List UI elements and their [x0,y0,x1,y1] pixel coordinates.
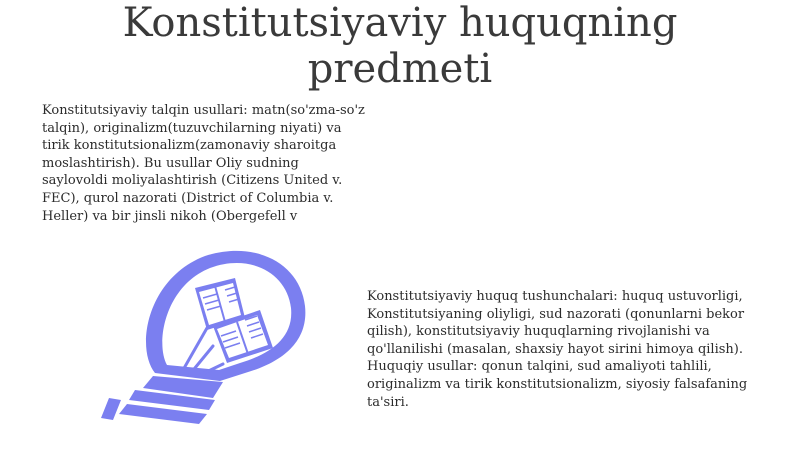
lightbulb-book-icon [95,248,320,428]
slide-title: Konstitutsiyaviy huquqning predmeti [122,0,678,92]
right-text-block: Konstitutsiyaviy huquq tushunchalari: huquq ustuvorligi, Konstitutsiyaning oliyligi, sud nazorati (qonunlarni bekor qilish), konstitutsiyaviy huquqlarning rivojlanishi va qo'llanilishi (masalan, shaxsiy hayot sirini himoya qilish). Huquqiy usullar: qonun talqini, sud amaliyoti tahlili, originalizm va tirik konstitutsionalizm, siyosiy falsafaning ta'siri. [367,289,748,410]
left-text-block: Konstitutsiyaviy talqin usullari: matn(so'zma-so'z talqin), originalizm(tuzuvchilarning niyati) va tirik konstitutsionalizm(zamonaviy sharoitga moslashtirish). Bu usullar Oliy sudning saylovoldi moliyalashtirish (Citizens United v. FEC), qurol nazorati (District of Columbia v. Heller) va bir jinsli nikoh (Obergefell v [42,103,365,224]
